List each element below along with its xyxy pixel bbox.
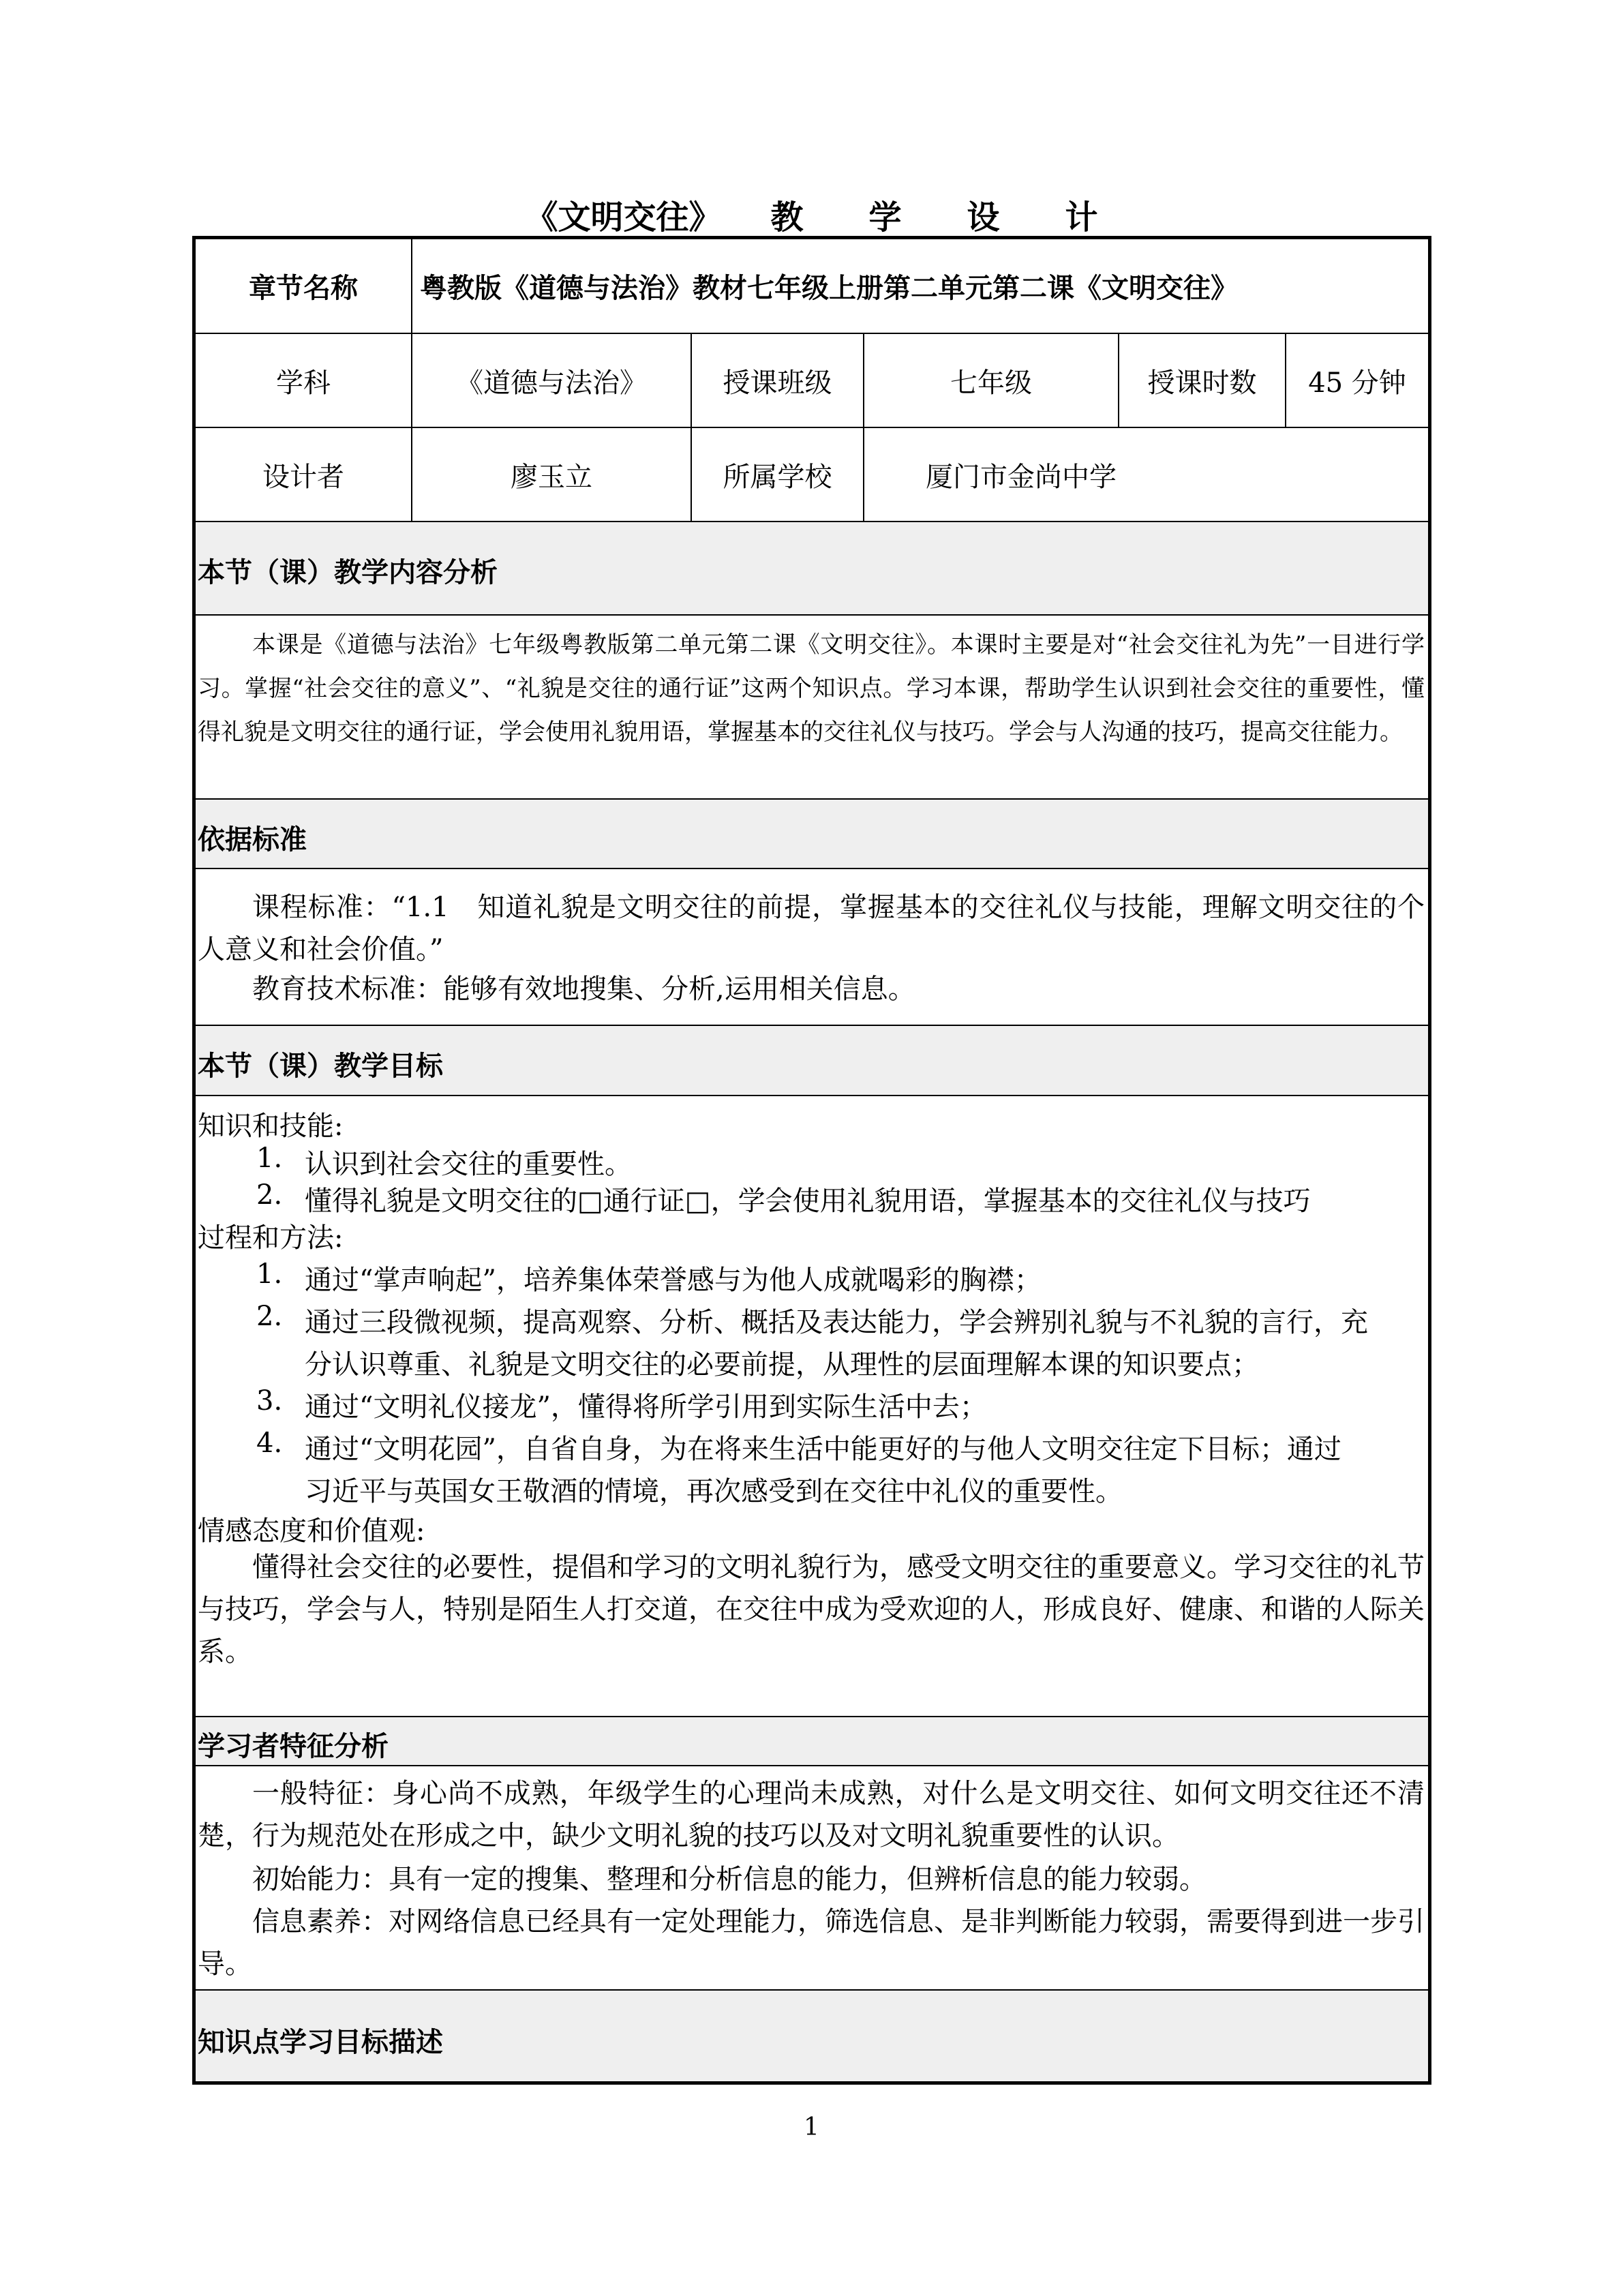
row-divider xyxy=(192,1989,1431,1991)
row-divider xyxy=(192,521,1431,522)
p1-text: 通过“掌声响起”，培养集体荣誉感与为他人成就喝彩的胸襟； xyxy=(305,1265,1042,1296)
class-value: 七年级 xyxy=(950,367,1032,399)
p2-text-line2: 分认识尊重、礼貌是文明交往的必要前提，从理性的层面理解本课的知识要点； xyxy=(305,1349,1259,1380)
k1-text: 认识到社会交往的重要性。 xyxy=(305,1149,632,1180)
knowledge-points-heading: 知识点学习目标描述 xyxy=(198,2027,443,2058)
p2-number: 2. xyxy=(256,1301,283,1332)
emotion-text: 懂得社会交往的必要性，提倡和学习的文明礼貌行为，感受文明交往的重要意义。学习交往的礼节与技巧，学会与人，特别是陌生人打交道，在交往中成为受欢迎的人，形成良好、健康、和谐的人际关系。 xyxy=(198,1552,1425,1667)
learners-heading: 学习者特征分析 xyxy=(198,1731,389,1762)
chapter-value: 粤教版《道德与法治》教材七年级上册第二单元第二课《文明交往》 xyxy=(420,272,1238,304)
objectives-heading: 本节（课）教学目标 xyxy=(198,1051,443,1082)
subject-label: 学科 xyxy=(276,367,331,399)
subject-value: 《道德与法治》 xyxy=(456,367,647,399)
learners-general: 一般特征：身心尚不成熟，年级学生的心理尚未成熟，对什么是文明交往、如何文明交往还不清楚，行为规范处在形成之中，缺少文明礼貌的技巧以及对文明礼貌重要性的认识。 xyxy=(198,1778,1425,1852)
knowledge-label: 知识和技能: xyxy=(198,1111,344,1142)
learners-info: 信息素养：对网络信息已经具有一定处理能力，筛选信息、是非判断能力较弱，需要得到进一步引导。 xyxy=(198,1906,1425,1980)
curriculum-standard: 课程标准：“1.1 知道礼貌是文明交往的前提，掌握基本的交往礼仪与技能，理解文明交往的个人意义和社会价值。” xyxy=(198,892,1425,965)
page-number: 1 xyxy=(804,2113,819,2141)
school-label: 所属学校 xyxy=(723,461,832,493)
p4-text-line1: 通过“文明花园”，自省自身，为在将来生活中能更好的与他人文明交往定下目标；通过 xyxy=(305,1434,1341,1465)
p1-number: 1. xyxy=(256,1258,283,1290)
standards-heading: 依据标准 xyxy=(198,824,307,856)
p4-text-line2: 习近平与英国女王敬酒的情境，再次感受到在交往中礼仪的重要性。 xyxy=(305,1476,1123,1507)
hours-value: 45 分钟 xyxy=(1308,367,1406,399)
content-analysis-text: 本课是《道德与法治》七年级粤教版第二单元第二课《文明交往》。本课时主要是对“社会交往礼为先”一目进行学习。掌握“社会交往的意义”、“礼貌是交往的通行证”这两个知识点。学习本课，帮助学生认识到社会交往的重要性，懂得礼貌是文明交往的通行证，学会使用礼貌用语，掌握基本的交往礼仪与技巧。学会与人沟通的技巧，提高交往能力。 xyxy=(198,631,1425,746)
row-divider xyxy=(192,1716,1431,1717)
emotion-label: 情感态度和价值观: xyxy=(198,1515,425,1547)
p2-text-line1: 通过三段微视频，提高观察、分析、概括及表达能力，学会辨别礼貌与不礼貌的言行，充 xyxy=(305,1307,1368,1338)
tech-standard: 教育技术标准：能够有效地搜集、分析,运用相关信息。 xyxy=(252,973,915,1005)
learners-initial: 初始能力：具有一定的搜集、整理和分析信息的能力，但辨析信息的能力较弱。 xyxy=(252,1864,1207,1895)
row-divider xyxy=(192,868,1431,869)
document-title: 《文明交往》 教 学 设 计 xyxy=(525,198,1098,237)
row-divider xyxy=(192,1025,1431,1026)
k2-text: 懂得礼貌是文明交往的□通行证□，学会使用礼貌用语，掌握基本的交往礼仪与技巧 xyxy=(305,1185,1311,1217)
content-analysis-heading: 本节（课）教学内容分析 xyxy=(198,557,498,588)
row-divider xyxy=(192,614,1431,616)
p4-number: 4. xyxy=(256,1428,283,1459)
p3-number: 3. xyxy=(256,1385,283,1417)
row-divider xyxy=(192,1765,1431,1766)
row-divider xyxy=(192,1095,1431,1096)
designer-label: 设计者 xyxy=(262,461,344,493)
hours-label: 授课时数 xyxy=(1147,367,1257,399)
process-label: 过程和方法: xyxy=(198,1222,344,1254)
row-divider xyxy=(192,798,1431,800)
chapter-label: 章节名称 xyxy=(249,272,358,304)
k2-number: 2. xyxy=(256,1179,283,1211)
class-label: 授课班级 xyxy=(723,367,832,399)
p3-text: 通过“文明礼仪接龙”，懂得将所学引用到实际生活中去； xyxy=(305,1391,987,1423)
school-value: 厦门市金尚中学 xyxy=(926,461,1117,493)
k1-number: 1. xyxy=(256,1143,283,1174)
designer-value: 廖玉立 xyxy=(511,461,592,493)
